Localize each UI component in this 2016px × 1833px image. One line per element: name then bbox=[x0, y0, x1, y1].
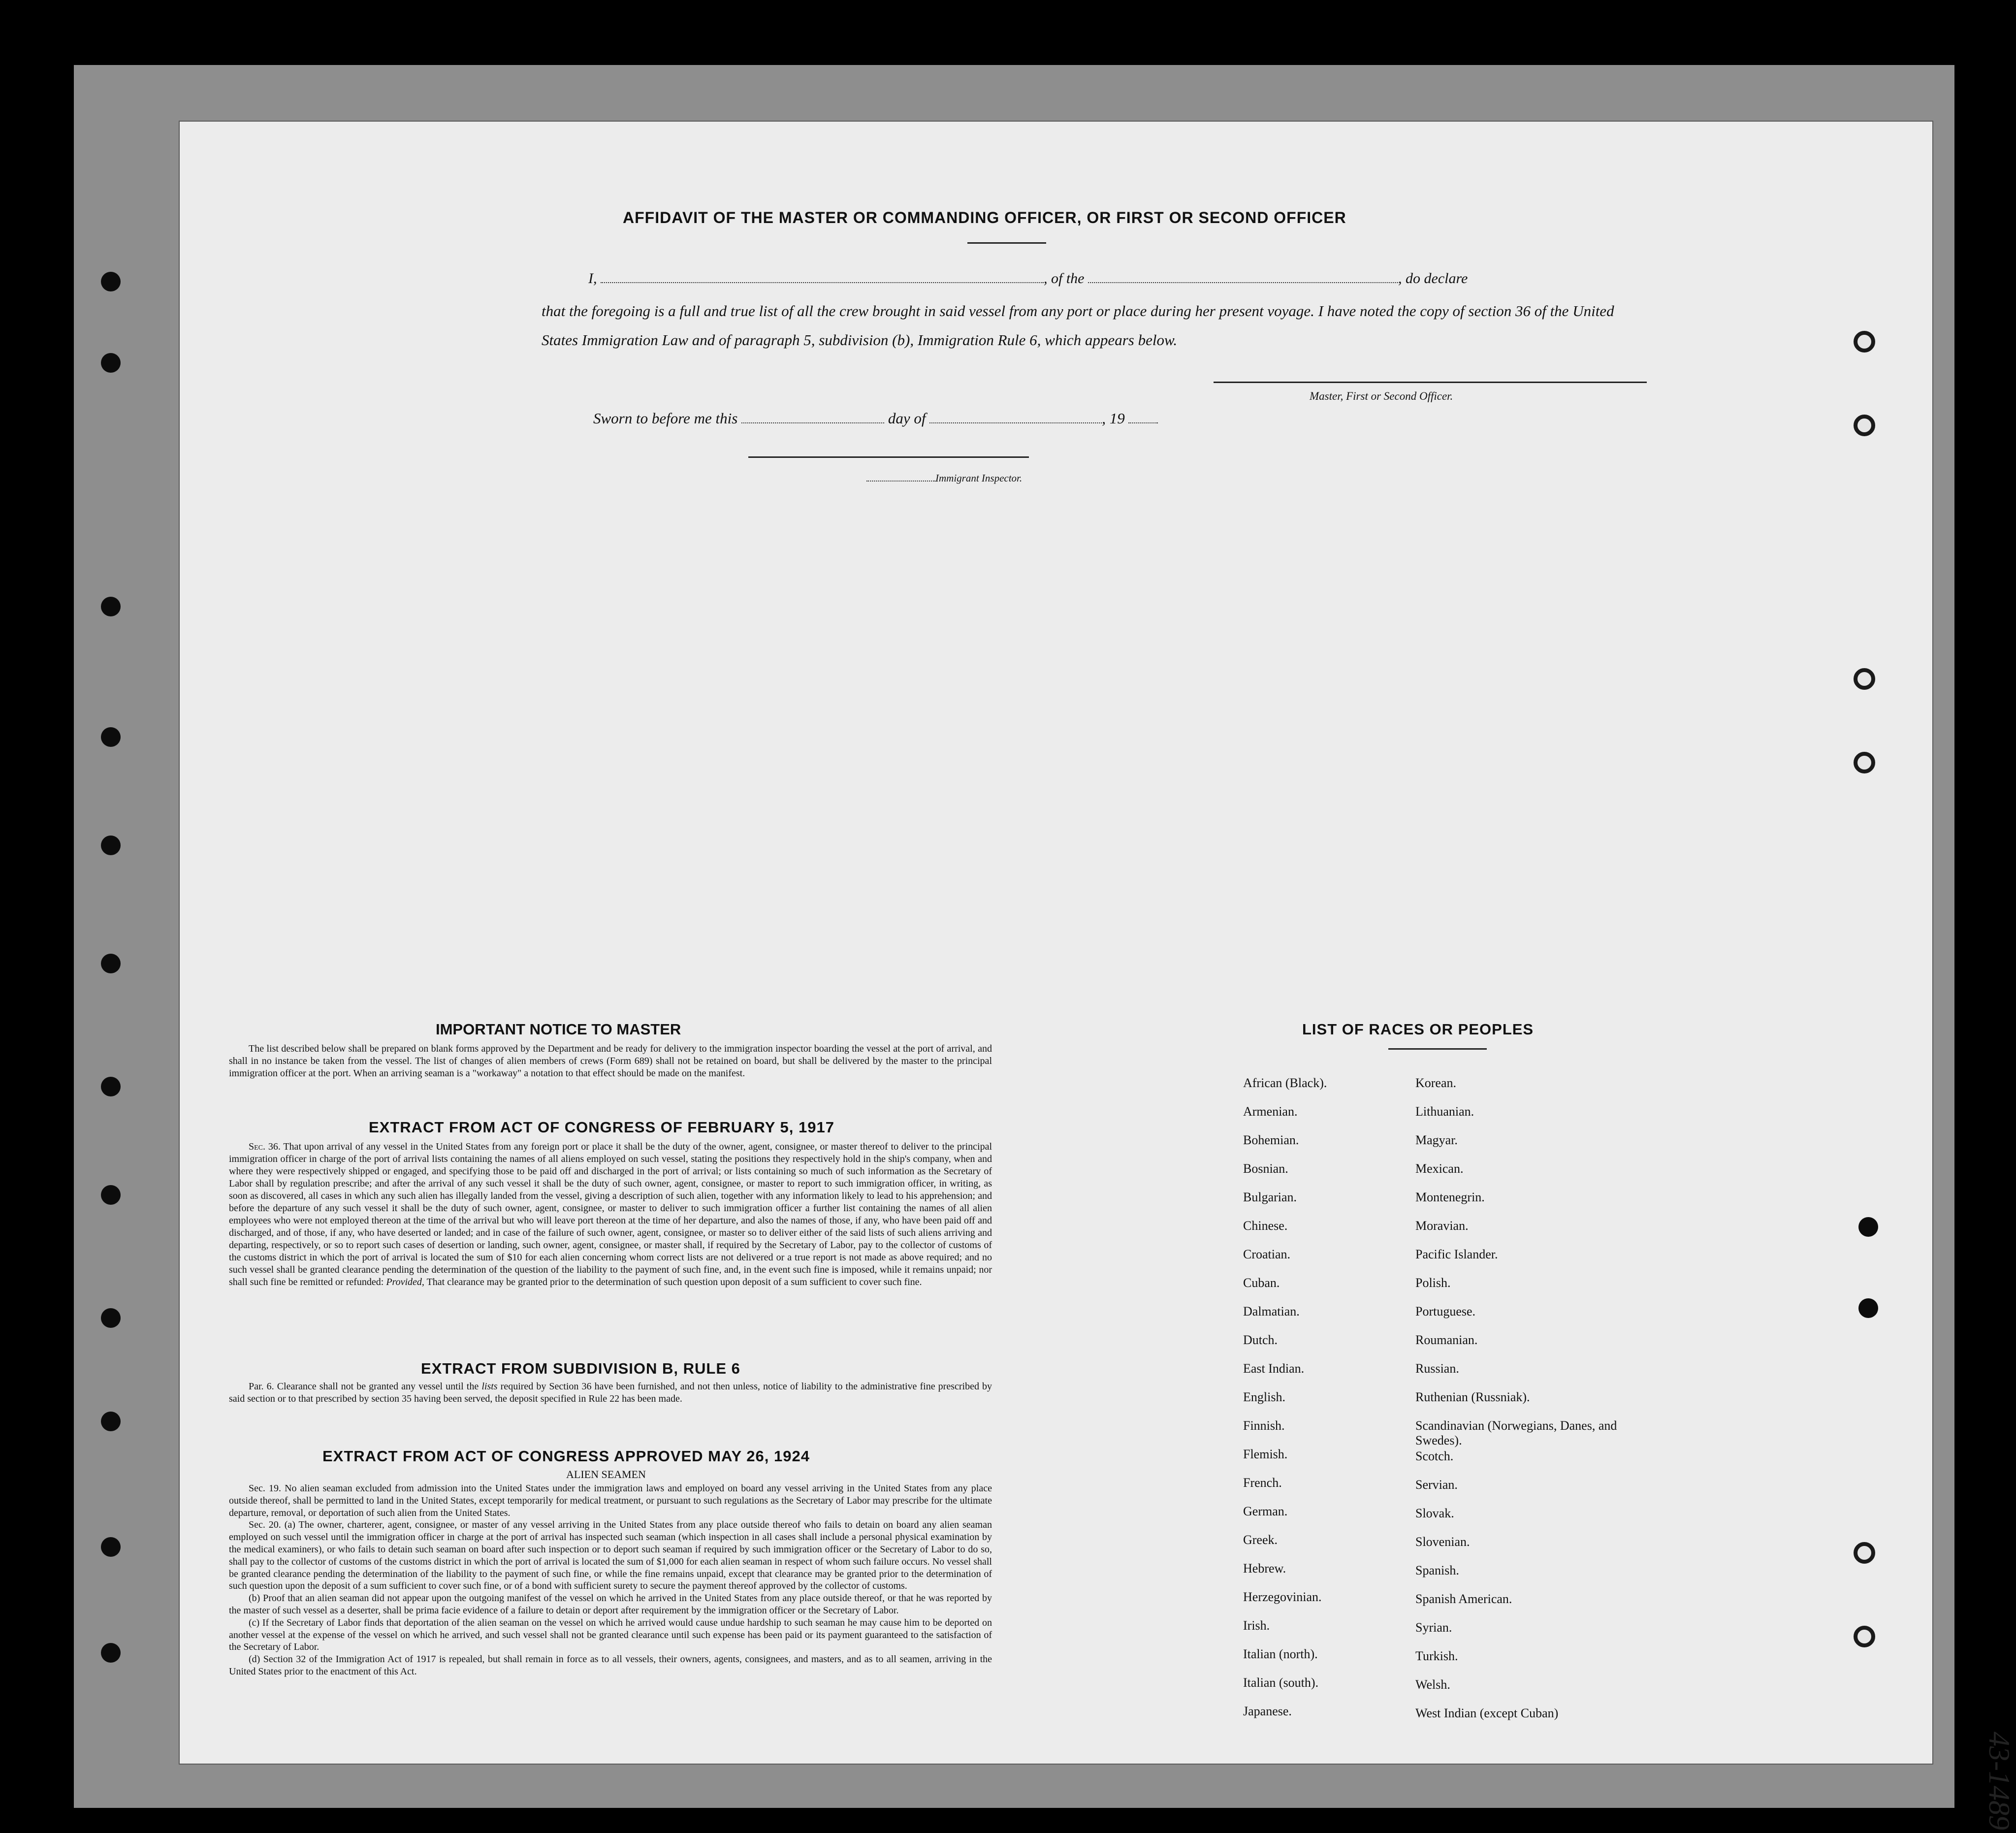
punch-hole bbox=[101, 1537, 121, 1557]
rule-6-body bbox=[229, 1381, 992, 1405]
act-1924-body bbox=[229, 1482, 992, 1678]
race-item: Korean. bbox=[1415, 1076, 1457, 1090]
race-item: Montenegrin. bbox=[1415, 1190, 1485, 1204]
race-item: Bulgarian. bbox=[1243, 1190, 1297, 1204]
punch-hole bbox=[1854, 331, 1875, 353]
race-item: Moravian. bbox=[1415, 1219, 1469, 1233]
sec-36-label: Sec. 36. bbox=[249, 1141, 281, 1152]
race-item: Welsh. bbox=[1415, 1677, 1450, 1692]
punch-hole bbox=[101, 727, 121, 747]
race-item: Slovenian. bbox=[1415, 1535, 1470, 1549]
race-item: French. bbox=[1243, 1476, 1282, 1490]
sec-20d-text: (d) Section 32 of the Immigration Act of 1917 is repealed, but shall remain in force as to all vessels, their owners, agents, consignees, and masters, and as to all seamen, arriving in the United States prior to the enactment of this Act. bbox=[229, 1654, 992, 1677]
punch-hole bbox=[1854, 668, 1875, 690]
officer-signature-line[interactable] bbox=[1214, 382, 1647, 383]
race-item: Japanese. bbox=[1243, 1704, 1292, 1718]
par-6-label: Par. 6. bbox=[249, 1381, 274, 1392]
race-item: Croatian. bbox=[1243, 1247, 1291, 1261]
sec-36-text: That upon arrival of any vessel in the United States from any foreign port or place it shall be the duty of the owner, agent, consignee, or master thereof to deliver to the principal immigration officer in charge of the port of arrival lists containing the names of all aliens employed on such vessel, stating the positions they respectively hold in the ship's company, when and where they were respectively shipped or engaged, and specifying those to be paid off and discharged in the port of arrival; or lists containing so much of such information as the Secretary of Labor shall by regulation prescribe; and after the arrival of any such vessel it shall be the duty of such owner, agent, consignee, or master to report to such immigration officer, in writing, as soon as discovered, all cases in which any such alien has illegally landed from the vessel, giving a description of such alien, together with any information likely to lead to his apprehension; and before the departure of any such vessel it shall be the duty of such owner, agent, consignee, or master to deliver to such immigration officer a further list containing the names of all alien employees who were not employed thereon at the time of the arrival but who will leave port thereon at the time of her departure, and also the names of those, if any, who have been paid off and discharged, and of those, if any, who have deserted or landed; and in case of the failure of such owner, agent, consignee, or master so to deliver either of the said lists of such aliens arriving and departing, respectively, or so to report such cases of desertion or landing, such owner, agent, consignee, or master shall, if required by the Secretary of Labor, pay to the collector of customs of the customs district in which the port of arrival is located the sum of $10 for each alien concerning whom correct lists are not delivered or a true report is not made as above required; and no such vessel shall be granted clearance pending the determination of the question of the liability to the payment of such fine, and, in the event such fine is imposed, while it remains unpaid; nor shall such fine be remitted or refunded: bbox=[229, 1141, 992, 1287]
act-1917-title: EXTRACT FROM ACT OF CONGRESS OF FEBRUARY 5, 1917 bbox=[369, 1119, 834, 1136]
race-item: West Indian (except Cuban) bbox=[1415, 1706, 1559, 1720]
race-item: Spanish American. bbox=[1415, 1592, 1512, 1606]
sec-20c-text: (c) If the Secretary of Labor finds that deportation of the alien seaman on the vessel on which he arrived would cause undue hardship to such seaman he may cause him to be deported on another vessel at the expense of the vessel on which he arrived, and such vessel shall not be granted clearance until such expense has been paid or its payment guaranteed to the satisfaction of the Secretary of Labor. bbox=[229, 1617, 992, 1653]
heading-rule bbox=[967, 242, 1046, 244]
vessel-name-field[interactable] bbox=[1088, 272, 1398, 283]
affidavit-heading: AFFIDAVIT OF THE MASTER OR COMMANDING OFFICER, OR FIRST OR SECOND OFFICER bbox=[623, 209, 1346, 226]
race-item: Cuban. bbox=[1243, 1276, 1280, 1290]
officer-signature-caption: Master, First or Second Officer. bbox=[1310, 390, 1453, 402]
race-item: German. bbox=[1243, 1504, 1288, 1518]
sworn-year-field[interactable] bbox=[1128, 413, 1158, 423]
race-item: Slovak. bbox=[1415, 1506, 1454, 1520]
races-title: LIST OF RACES OR PEOPLES bbox=[1302, 1021, 1534, 1038]
rule-6-lists-word: lists bbox=[481, 1381, 498, 1392]
punch-hole bbox=[101, 1185, 121, 1205]
punch-hole bbox=[1858, 1217, 1878, 1237]
punch-hole bbox=[101, 836, 121, 855]
race-item: Herzegovinian. bbox=[1243, 1590, 1322, 1604]
sec-20a-text: Sec. 20. (a) The owner, charterer, agent, consignee, or master of any vessel arriving in the United States from any place outside thereof who fails to detain on board any alien seaman employed on such vessel until the immigration officer in charge at the port of arrival has inspected such seaman (which inspection in all cases shall include a personal physical examination by the medical examiners), or who fails to detain such seaman on board after such inspection or to deport such seaman if required by such immigration officer or the Secretary of Labor to do so, shall pay to the collector of customs of the customs district in which the port of arrival is located the sum of $1,000 for each alien seaman in respect of whom such failure occurs. No vessel shall be granted clearance pending the determination of the liability to the payment of such fine, or while the fine remains unpaid, except that clearance may be granted prior to the determination of such question upon the deposit of a sum sufficient to cover such fine, or of a bond with sufficient surety to secure the payment thereof approved by the collector of customs. bbox=[229, 1519, 992, 1592]
inspector-dotted-lead bbox=[866, 474, 935, 482]
punch-hole bbox=[101, 1308, 121, 1328]
punch-hole bbox=[101, 954, 121, 973]
race-item: Roumanian. bbox=[1415, 1333, 1478, 1347]
notice-title: IMPORTANT NOTICE TO MASTER bbox=[436, 1021, 681, 1038]
race-item: Dalmatian. bbox=[1243, 1304, 1300, 1318]
sworn-month-field[interactable] bbox=[929, 413, 1102, 423]
sworn-day-field[interactable] bbox=[741, 413, 884, 423]
races-rule bbox=[1388, 1048, 1487, 1050]
inspector-caption: Immigrant Inspector. bbox=[935, 472, 1023, 484]
race-item: Scotch. bbox=[1415, 1449, 1454, 1463]
sworn-year-label: , 19 bbox=[1102, 410, 1125, 427]
ghost-heading bbox=[623, 178, 1804, 208]
race-item: Russian. bbox=[1415, 1361, 1459, 1376]
punch-hole bbox=[101, 272, 121, 291]
race-item: English. bbox=[1243, 1390, 1285, 1404]
race-item: Turkish. bbox=[1415, 1649, 1458, 1663]
race-item: Hebrew. bbox=[1243, 1561, 1286, 1576]
race-item: Magyar. bbox=[1415, 1133, 1458, 1147]
sec-19-text: Sec. 19. No alien seaman excluded from admission into the United States under the immigration laws and employed on board any vessel arriving in the United States from any place outside thereof, shall be permitted to land in the United States, except temporarily for medical treatment, or pursuant to such regulations as the Secretary of Labor may prescribe for the ultimate departure, removal, or deportation of such alien from the United States. bbox=[229, 1483, 992, 1518]
punch-hole bbox=[1854, 415, 1875, 436]
punch-hole bbox=[1854, 1542, 1875, 1564]
race-item: Portuguese. bbox=[1415, 1304, 1476, 1318]
rule-6-title: EXTRACT FROM SUBDIVISION B, RULE 6 bbox=[421, 1360, 740, 1377]
punch-hole bbox=[1858, 1298, 1878, 1318]
act-1924-title: EXTRACT FROM ACT OF CONGRESS APPROVED MAY 26, 1924 bbox=[322, 1447, 810, 1465]
sworn-day-of-label: day of bbox=[888, 410, 926, 427]
race-item: Servian. bbox=[1415, 1478, 1458, 1492]
race-item: Italian (south). bbox=[1243, 1675, 1319, 1690]
punch-hole bbox=[101, 353, 121, 373]
race-item: Ruthenian (Russniak). bbox=[1415, 1390, 1530, 1404]
race-item: East Indian. bbox=[1243, 1361, 1305, 1376]
race-item: Bosnian. bbox=[1243, 1161, 1288, 1176]
race-item: Irish. bbox=[1243, 1618, 1270, 1633]
notice-body: The list described below shall be prepared on blank forms approved by the Department and be ready for delivery to the immigration inspector boarding the vessel at the port of arrival, and shall in no instance be taken from the vessel. The list of changes of alien members of crews (Form 689) shall not be retained on board, but shall be delivered by the master to the principal immigration officer at the port. When an arriving seaman is a "workaway" a notation to that effect should be made on the manifest. bbox=[229, 1043, 992, 1079]
affidavit-declarant-line bbox=[588, 270, 1468, 287]
race-item: Italian (north). bbox=[1243, 1647, 1318, 1661]
punch-hole bbox=[101, 597, 121, 616]
punch-hole bbox=[101, 1643, 121, 1663]
race-item: Lithuanian. bbox=[1415, 1104, 1474, 1119]
sworn-line bbox=[593, 410, 1158, 427]
declarant-name-field[interactable] bbox=[601, 272, 1044, 283]
races-list-left bbox=[1243, 1076, 1406, 1733]
sec-20b-text: (b) Proof that an alien seaman did not appear upon the outgoing manifest of the vessel on which he arrived in the United States from any place outside thereof, or that he was reported by the master of such vessel as a deserter, shall be prima facie evidence of a failure to detain or deport after requirement by the immigration officer or the Secretary of Labor. bbox=[229, 1593, 992, 1616]
race-item: Flemish. bbox=[1243, 1447, 1288, 1461]
rule-6-text-b: required by Section 36 have been furnished, and not then unless, notice of liability to the administrative fine prescribed by said section or to that prescribed by section 35 having been served, the deposit specified in Rule 22 has been made. bbox=[229, 1381, 992, 1404]
race-item: Mexican. bbox=[1415, 1161, 1464, 1176]
affidavit-body: that the foregoing is a full and true list of all the crew brought in said vessel from any port or place during her present voyage. I have noted the copy of section 36 of the United States Immigration Law and of paragraph 5, subdivision (b), Immigration Rule 6, which appears below. bbox=[542, 302, 1614, 349]
proviso-word: Provided, bbox=[386, 1277, 424, 1287]
race-item: Dutch. bbox=[1243, 1333, 1278, 1347]
race-item: Finnish. bbox=[1243, 1418, 1285, 1433]
punch-hole bbox=[1854, 752, 1875, 773]
act-1917-body bbox=[229, 1141, 992, 1288]
race-item: Pacific Islander. bbox=[1415, 1247, 1498, 1261]
race-item: African (Black). bbox=[1243, 1076, 1327, 1090]
race-item: Polish. bbox=[1415, 1276, 1451, 1290]
race-item: Chinese. bbox=[1243, 1219, 1288, 1233]
races-list-right bbox=[1415, 1076, 1632, 1735]
race-item: Scandinavian (Norwegians, Danes, and Swedes). bbox=[1415, 1418, 1617, 1447]
affidavit-declare-label: , do declare bbox=[1398, 270, 1468, 287]
rule-6-text-a: Clearance shall not be granted any vessel until the bbox=[277, 1381, 479, 1392]
affidavit-of-label: , of the bbox=[1044, 270, 1085, 287]
handwritten-margin-note: 43-1489 bbox=[1983, 1732, 2016, 1830]
punch-hole bbox=[101, 1412, 121, 1431]
race-item: Greek. bbox=[1243, 1533, 1278, 1547]
manifest-page bbox=[180, 122, 2016, 1830]
race-item: Spanish. bbox=[1415, 1563, 1459, 1577]
punch-hole bbox=[101, 1077, 121, 1096]
race-item: Syrian. bbox=[1415, 1620, 1452, 1635]
race-item: Armenian. bbox=[1243, 1104, 1298, 1119]
inspector-signature-line[interactable] bbox=[748, 456, 1029, 458]
proviso-text: That clearance may be granted prior to the determination of such question upon deposit of a sum sufficient to cover such fine. bbox=[426, 1277, 922, 1287]
sworn-before-label: Sworn to before me this bbox=[593, 410, 738, 427]
punch-hole bbox=[1854, 1626, 1875, 1647]
act-1924-subtitle: ALIEN SEAMEN bbox=[566, 1468, 646, 1480]
race-item: Bohemian. bbox=[1243, 1133, 1299, 1147]
affidavit-i-label: I, bbox=[588, 270, 597, 287]
inspector-caption-line bbox=[866, 472, 1022, 484]
